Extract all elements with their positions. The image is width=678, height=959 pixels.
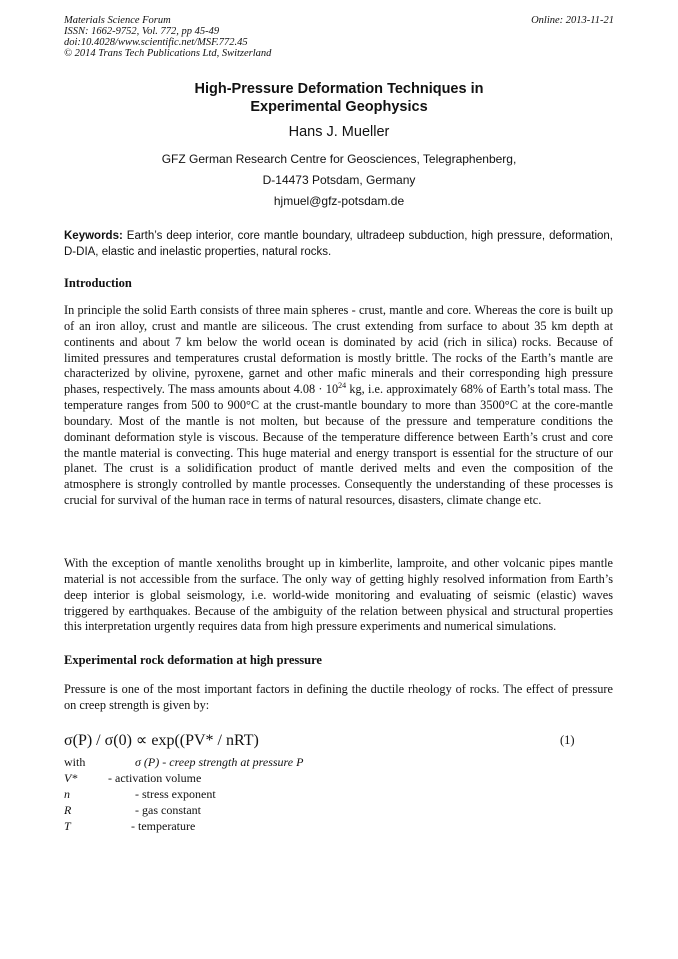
keywords (64, 229, 613, 260)
intro-paragraph-1 (64, 303, 613, 509)
var-symbol-v: V* (64, 771, 78, 785)
var-symbol-with: with (64, 755, 86, 769)
var-symbol-n: n (64, 787, 70, 801)
keywords-text: Earth’s deep interior, core mantle boundary, ultradeep subduction, high pressure, deformation, D-DIA, elastic and inelastic properties, natural rocks. (64, 230, 613, 258)
keywords-label: Keywords: (64, 230, 123, 242)
var-symbol-r: R (64, 803, 72, 817)
paper-title (0, 80, 678, 116)
copyright-line: © 2014 Trans Tech Publications Ltd, Switzerland (64, 48, 272, 59)
affiliation-line-2: D-14473 Potsdam, Germany (262, 173, 416, 187)
intro-paragraph-2: With the exception of mantle xenoliths brought up in kimberlite, lamproite, and other volcanic pipes mantle material is not accessible from the surface. The only way of getting highly resolved information from Earth’s deep interior is global seismology, i.e. world-wide monitoring and evaluating of seismic (elastic) waves triggered by earthquakes. Because of the ambiguity of the relation between physical and structural properties this interpretation urgently requires data from high pressure experiments and numerical simulations. (64, 556, 613, 634)
author-name: Hans J. Mueller (288, 124, 390, 140)
heading-experimental: Experimental rock deformation at high pressure (64, 653, 322, 667)
var-desc-activation-volume: - activation volume (108, 771, 202, 785)
section2-paragraph: Pressure is one of the most important factors in defining the ductile rheology of rocks. The effect of pressure on creep strength is given by: (64, 682, 613, 712)
equation-1: σ(P) / σ(0) ∝ exp((PV* / nRT) (64, 732, 259, 749)
intro-p1-text-b: kg, i.e. approximately 68% of Earth’s total mass. The temperature ranges from 500 to 900°C at the crust-mantle boundary to more than 3500°C at the core-mantle boundary. Most of the mantle is not molten, but because of the pressure and temperature conditions the dominant deformation style is viscous. Because of the temperature difference between Earth’s crust and core the mantle material is convecting. This huge material and energy transport is essential for the structure of our planet. The crust is a solidification product of mantle derived melts and even the composition of the atmosphere is strongly controlled by mantle processes. Consequently the understanding of these processes is crucial for survival of the human race in terms of natural resources, disasters, climate change etc. (64, 382, 614, 508)
equation-number: (1) (560, 733, 575, 747)
var-desc-creep-strength: σ (P) - creep strength at pressure P (135, 755, 304, 769)
var-desc-temperature: - temperature (131, 819, 196, 833)
var-desc-gas-constant: - gas constant (135, 803, 201, 817)
exponent: 24 (338, 381, 347, 391)
issn-line: ISSN: 1662-9752, Vol. 772, pp 45-49 (64, 26, 220, 37)
online-date: Online: 2013-11-21 (531, 15, 614, 26)
var-symbol-t: T (64, 819, 71, 833)
var-desc-stress-exponent: - stress exponent (135, 787, 216, 801)
journal-name: Materials Science Forum (64, 15, 171, 26)
heading-introduction: Introduction (64, 276, 132, 290)
affiliation-line-1: GFZ German Research Centre for Geosciences, Telegraphenberg, (161, 152, 517, 166)
journal-header (64, 15, 271, 59)
title-line-1: High-Pressure Deformation Techniques in (194, 81, 484, 97)
title-line-2: Experimental Geophysics (250, 99, 428, 115)
doi-line: doi:10.4028/www.scientific.net/MSF.772.45 (64, 37, 248, 48)
author-email: hjmuel@gfz-potsdam.de (273, 194, 405, 208)
intro-p1-text-a: In principle the solid Earth consists of three main spheres - crust, mantle and core. Whereas the core is built up of an iron alloy, crust and mantle are siliceous. The crust extending from surface to about 35 km depth at continents and about 7 km below the world ocean is dominated by acid (rich in silica) rocks. Because of limited pressures and temperatures crustal deformation is mostly brittle. The rocks of the Earth’s mantle are characterized by olivine, pyroxene, garnet and other mafic minerals and their corresponding high pressure phases, respectively. The mass amounts about 4.08 · 10 (64, 303, 613, 397)
